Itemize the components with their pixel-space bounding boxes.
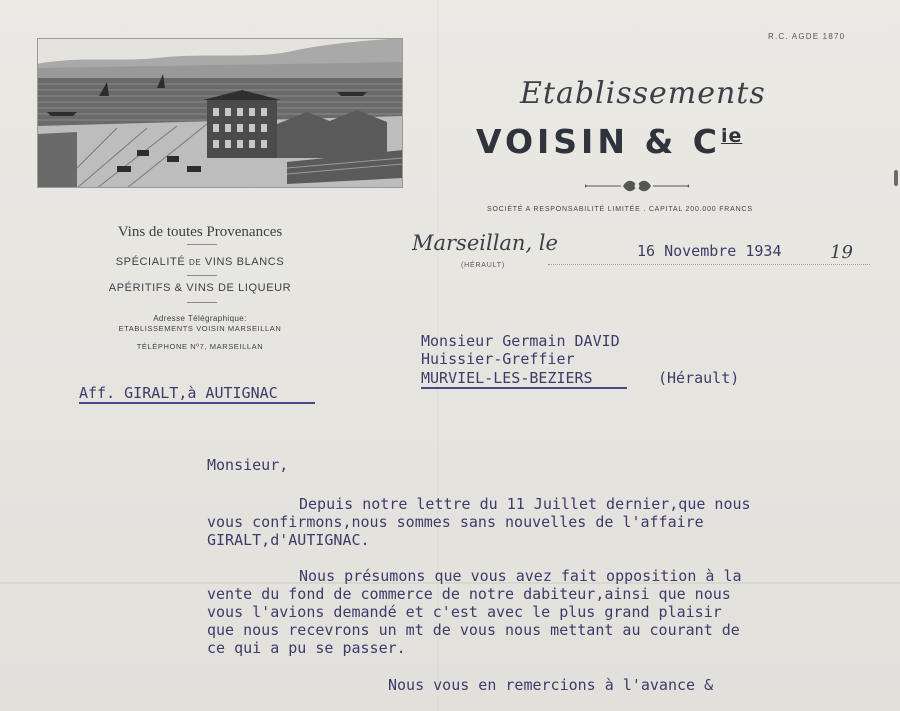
divider-rule [187, 275, 217, 276]
registration-number: R.C. AGDE 1870 [768, 32, 846, 41]
salutation: Monsieur, [207, 456, 289, 474]
date-dotted-line [548, 264, 870, 265]
paragraph2-line5: ce qui a pu se passer. [207, 639, 406, 657]
specialite-de: DE [188, 258, 202, 267]
punch-mark [894, 170, 898, 186]
adresse-value: ETABLISSEMENTS VOISIN MARSEILLAN [118, 324, 282, 333]
company-name-main: VOISIN & C [476, 122, 721, 161]
aperitifs-line: APÉRITIFS & VINS DE LIQUEUR [108, 282, 292, 294]
paragraph1-line2: vous confirmons,nous sommes sans nouvelles de l'affaire [207, 513, 704, 531]
century-prefix: 19 [830, 242, 853, 263]
divider-rule [187, 302, 217, 303]
affair-reference-underline [79, 402, 315, 404]
recipient-title: Huissier-Greffier [421, 350, 575, 368]
paragraph3-line1: Nous vous en remercions à l'avance & [388, 676, 714, 694]
department: (HÉRAULT) [461, 262, 506, 269]
paragraph1-line3: GIRALT,d'AUTIGNAC. [207, 531, 370, 549]
paragraph2-line4: que nous recevrons un mt de vous nous mettant au courant de [207, 621, 740, 639]
etablissements-script: Etablissements [520, 76, 766, 111]
company-name-suffix: ie [720, 125, 743, 147]
paragraph2-line2: vente du fond de commerce de notre dabiteur,ainsi que nous [207, 585, 731, 603]
recipient-town-underline [421, 387, 627, 389]
company-name [476, 122, 742, 161]
affair-reference: Aff. GIRALT,à AUTIGNAC [79, 384, 278, 402]
place-script: Marseillan, le [412, 231, 558, 255]
specialite-line [70, 256, 330, 268]
port-engraving-image [37, 38, 403, 188]
specialite-post: VINS BLANCS [204, 256, 285, 268]
recipient-town: MURVIEL-LES-BEZIERS [421, 369, 593, 387]
recipient-region: (Hérault) [658, 369, 740, 387]
specialite-pre: SPÉCIALITÉ [115, 256, 186, 268]
letter-date: 16 Novembre 1934 [637, 242, 782, 260]
recipient-name: Monsieur Germain DAVID [421, 332, 620, 350]
paragraph2-line3: vous l'avions demandé et c'est avec le plus grand plaisir [207, 603, 722, 621]
vins-provenances: Vins de toutes Provenances [117, 224, 283, 240]
paragraph2-line1: Nous présumons que vous avez fait opposition à la [299, 567, 742, 585]
paragraph1-line1: Depuis notre lettre du 11 Juillet dernier,que nous [299, 495, 751, 513]
ornament-flourish-icon [585, 178, 689, 196]
telephone: TÉLÉPHONE Nº7, MARSEILLAN [136, 342, 264, 351]
societe-capital: SOCIÉTÉ A RESPONSABILITÉ LIMITÉE . CAPITAL 200.000 FRANCS [487, 206, 753, 213]
divider-rule [187, 244, 217, 245]
adresse-label: Adresse Télégraphique: [153, 314, 247, 323]
